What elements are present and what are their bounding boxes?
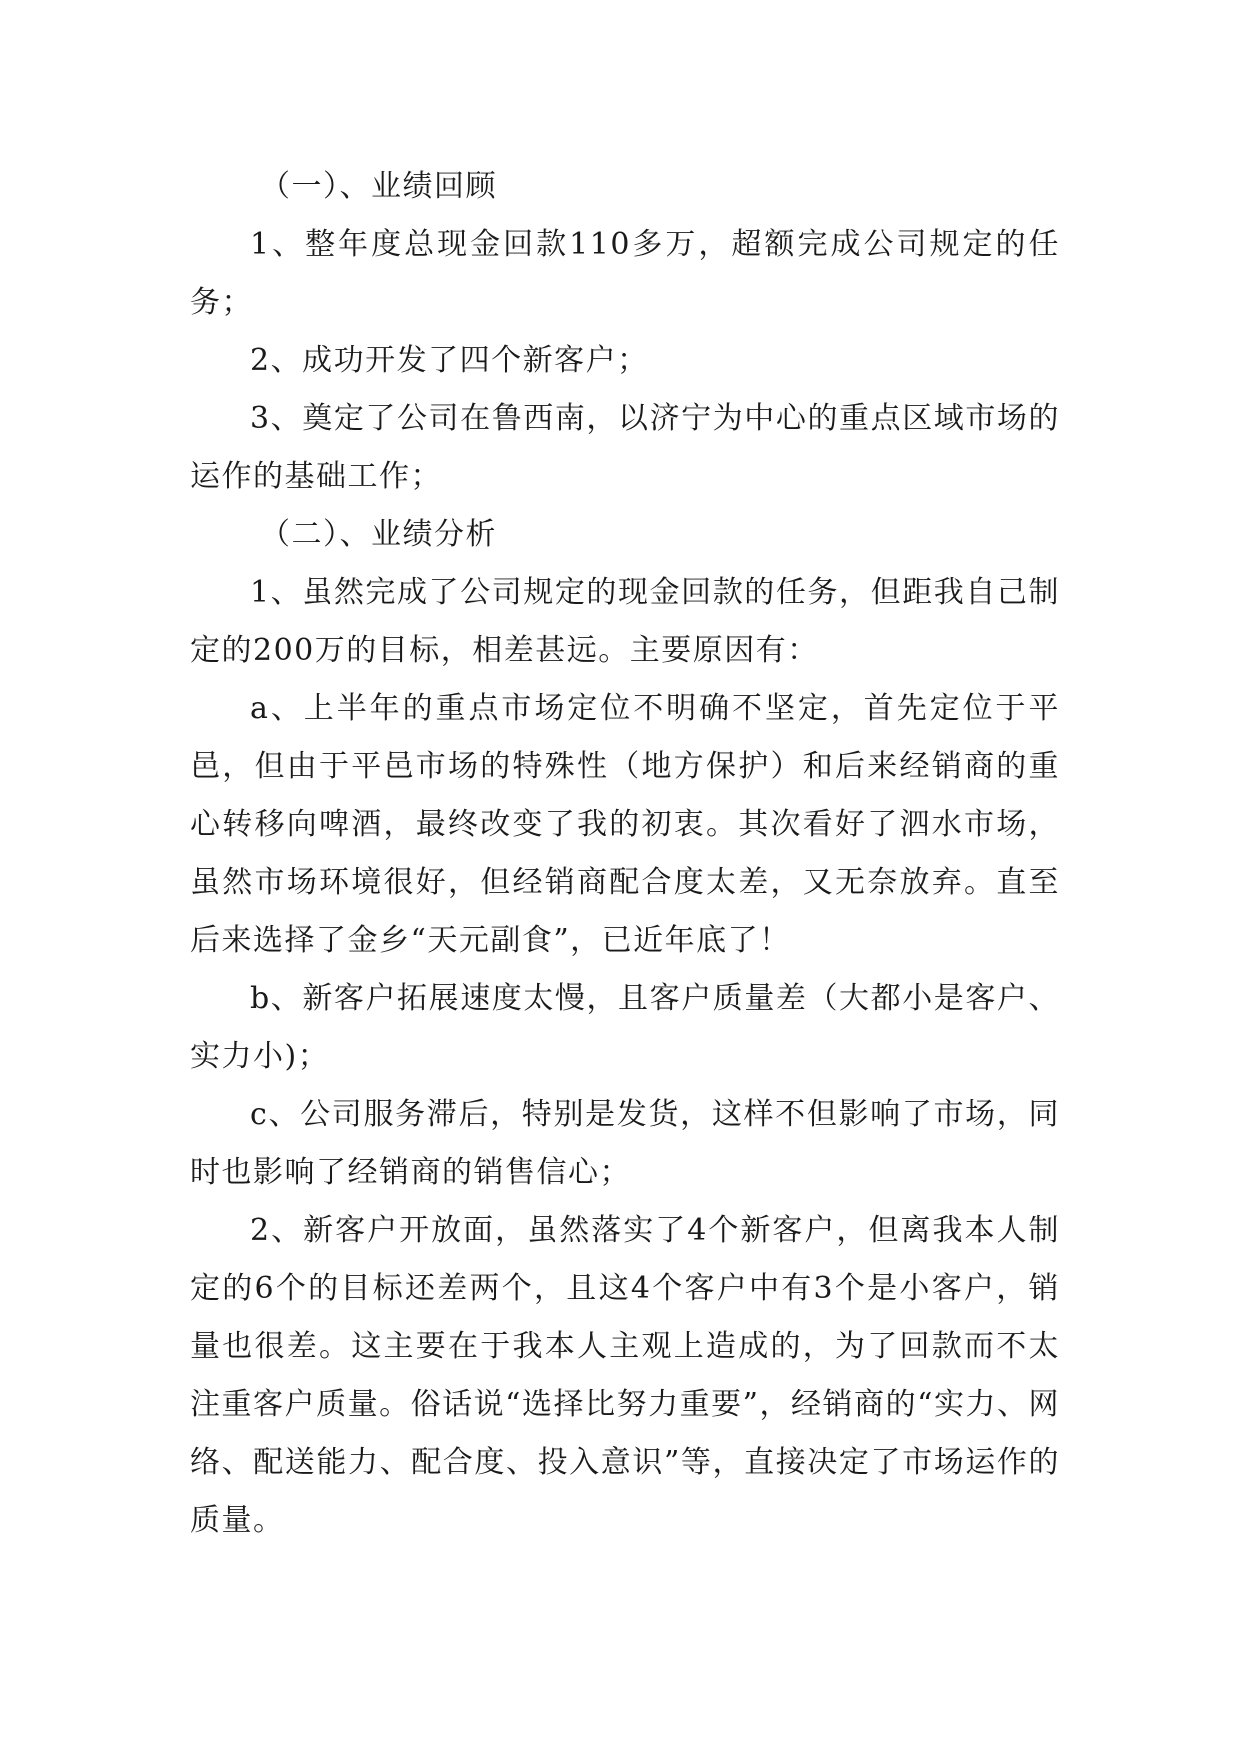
paragraph-analysis-1: 1、虽然完成了公司规定的现金回款的任务，但距我自己制定的200万的目标，相差甚远。主要原因有： — [190, 575, 1060, 668]
section-heading-performance-review: （一）、业绩回顾 — [260, 169, 497, 204]
paragraph-analysis-2: 2、新客户开放面，虽然落实了4个新客户，但离我本人制定的6个的目标还差两个，且这4个客户中有3个是小客户，销量也很差。这主要在于我本人主观上造成的，为了回款而不太注重客户质量。俗话说“选择比努力重要”，经销商的“实力、网络、配送能力、配合度、投入意识”等，直接决定了市场运作的质量。 — [190, 1213, 1060, 1538]
paragraph-item-3: 3、奠定了公司在鲁西南，以济宁为中心的重点区域市场的运作的基础工作； — [190, 401, 1060, 494]
paragraph-analysis-c: c、公司服务滞后，特别是发货，这样不但影响了市场，同时也影响了经销商的销售信心； — [190, 1097, 1060, 1190]
document-body — [190, 158, 1060, 1550]
paragraph-item-1: 1、整年度总现金回款110多万，超额完成公司规定的任务； — [190, 227, 1060, 320]
paragraph-item-2: 2、成功开发了四个新客户； — [250, 343, 649, 378]
section-heading-performance-analysis: （二）、业绩分析 — [260, 517, 497, 552]
paragraph-analysis-a: a、上半年的重点市场定位不明确不坚定，首先定位于平邑，但由于平邑市场的特殊性（地方保护）和后来经销商的重心转移向啤酒，最终改变了我的初衷。其次看好了泗水市场，虽然市场环境很好，但经销商配合度太差，又无奈放弃。直至后来选择了金乡“天元副食”，已近年底了！ — [190, 691, 1060, 958]
paragraph-analysis-b: b、新客户拓展速度太慢，且客户质量差（大都小是客户、实力小)； — [190, 981, 1060, 1074]
